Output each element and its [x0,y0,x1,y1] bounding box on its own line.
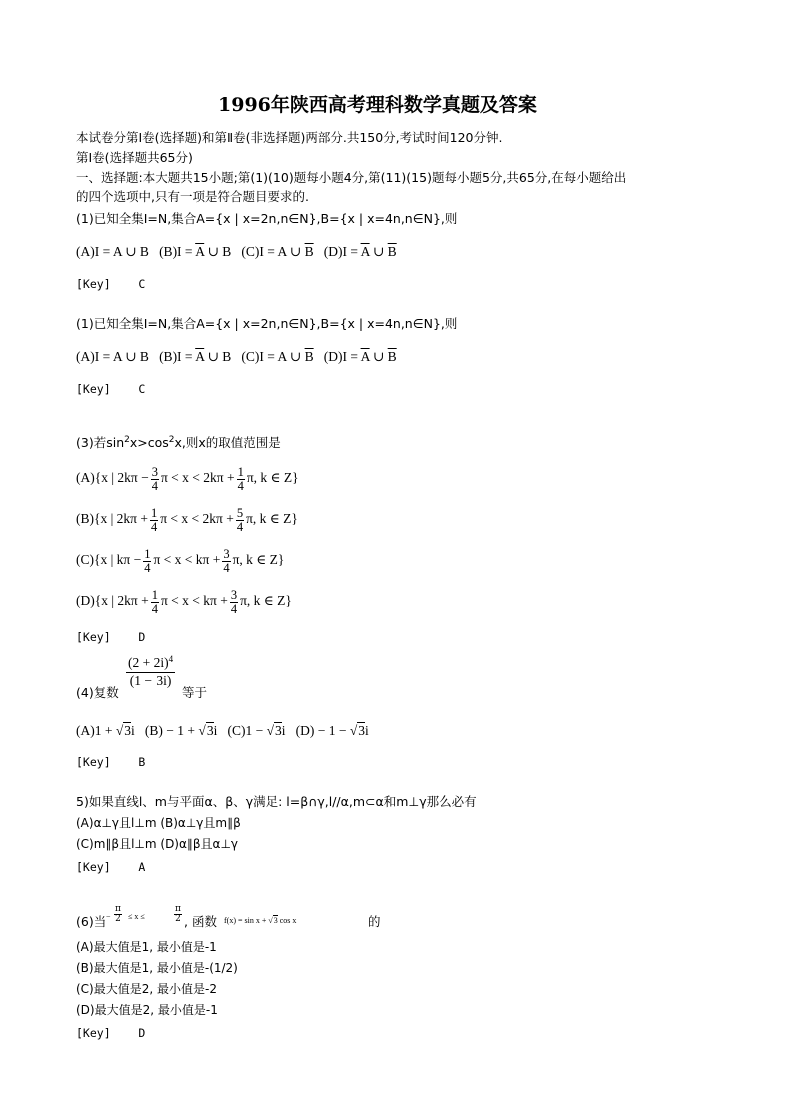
q3-option-c: (C){x | kπ − $\frac{1}{4}$ π < x < kπ + $\frac{3}{4}$ π, k ∈ Z} [76,547,285,575]
q6-option-d: (D)最大值是2, 最小值是-1 [76,1003,218,1017]
q3-option-b: (B){x | 2kπ + $\frac{1}{4}$ π < x < 2kπ + $\frac{5}{4}$ π, k ∈ Z} [76,506,298,534]
q4-option-d: (D) − 1 − √3i [295,723,369,738]
q1a-stem: (1)已知全集I=N,集合A={x | x=2n,n∈N},B={x | x=4n,n∈N},则 [76,211,458,226]
q5-stem: 5)如果直线l、m与平面α、β、γ满足: l=β∩γ,l//α,m⊂α和m⊥γ那么必有 [76,794,477,809]
q3-option-a: (A){x | 2kπ − $\frac{3}{4}$ π < x < 2kπ + $\frac{1}{4}$ π, k ∈ Z} [76,465,299,493]
q1a-options [76,245,397,259]
q4-key: [Key] B [76,755,146,769]
q5-key-answer: A [138,860,146,874]
q1b-stem: (1)已知全集I=N,集合A={x | x=2n,n∈N},B={x | x=4n,n∈N},则 [76,316,458,331]
q1a-option-b: $(B)I = \overline{A}$ ∪ B [159,244,232,259]
q1a-option-a: (A)I = A ∪ B [76,244,149,259]
q3-stem: (3)若$\sin^2x>\cos^2x$,则x的取值范围是 [76,435,281,450]
q4-option-c: (C)1 − √3i [227,723,286,738]
q4-fraction: $(2 + 2i)^4$ (1 − 3i) [128,654,174,688]
q3-option-d: (D){x | 2kπ + $\frac{1}{4}$ π < x < kπ + $\frac{3}{4}$ π, k ∈ Z} [76,588,292,616]
q4-key-answer: B [138,755,146,769]
intro-line-4: 的四个选项中,只有一项是符合题目要求的. [76,189,309,204]
q1a-option-d: $(D)I = \overline{A}$ ∪ $\overline{B}$ [323,244,397,259]
q4-options [76,724,369,738]
q5-key: [Key] A [76,860,146,874]
q5-options-ab: (A)α⊥γ且l⊥m (B)α⊥γ且m∥β [76,816,241,830]
q1b-options: (A)I = A ∪ B $(B)I = \overline{A}$ ∪ B (C)I = A ∪ $\overline{B}$ $(D)I = \overline{A}$ ∪ $\overline{B}$ [76,349,397,364]
intro-line-1: 本试卷分第Ⅰ卷(选择题)和第Ⅱ卷(非选择题)两部分.共150分,考试时间120分钟. [76,130,503,145]
q1a-key: [Key] C [76,277,146,291]
q1a-key-answer: C [138,277,146,291]
q4-option-b: (B) − 1 + √3i [144,723,218,738]
q6-option-b: (B)最大值是1, 最小值是-(1/2) [76,961,238,975]
page-title: 1996年陕西高考理科数学真题及答案 [218,94,537,116]
q6-key: [Key] D [76,1026,146,1040]
intro-line-2: 第Ⅰ卷(选择题共65分) [76,150,193,165]
intro-line-3: 一、选择题:本大题共15小题;第(1)(10)题每小题4分,第(11)(15)题每小题5分,共65分,在每小题给出 [76,170,627,185]
q1b-key-answer: C [138,382,146,396]
q1a-option-c: (C)I = A ∪ $\overline{B}$ [241,244,314,259]
q6-key-answer: D [138,1026,146,1040]
q5-options-cd: (C)m∥β且l⊥m (D)α∥β且α⊥γ [76,837,239,851]
q3-key-answer: D [138,630,146,644]
q4-option-a: (A)1 + √3i [76,723,135,738]
q3-key: [Key] D [76,630,146,644]
q6-option-a: (A)最大值是1, 最小值是-1 [76,940,217,954]
q6-option-c: (C)最大值是2, 最小值是-2 [76,982,217,996]
q1b-key: [Key] C [76,382,146,396]
